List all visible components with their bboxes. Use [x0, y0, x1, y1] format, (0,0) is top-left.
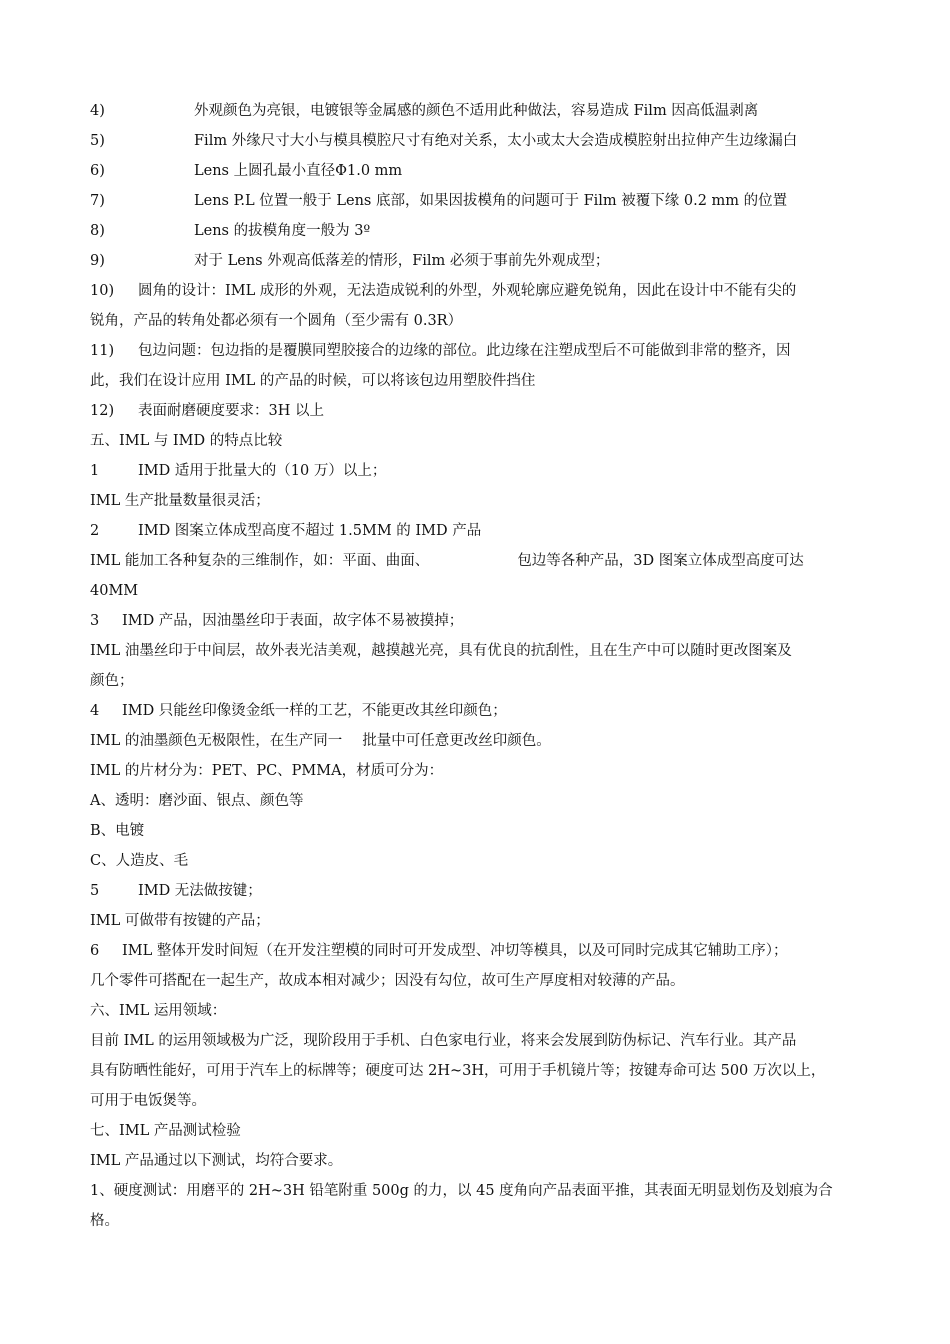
- comparison-item-2: [90, 516, 860, 546]
- text-segment: IML 的油墨颜色无极限性，在生产同一: [90, 733, 343, 749]
- list-number: 4: [90, 703, 100, 719]
- list-item-6: [90, 156, 860, 186]
- list-text: IML 整体开发时间短（在开发注塑模的同时可开发成型、冲切等模具，以及可同时完成其它辅助工序）；: [122, 943, 788, 959]
- list-text: 对于 Lens 外观高低落差的情形，Film 必须于事前先外观成型；: [194, 253, 610, 269]
- paragraph-line: IML 可做带有按键的产品；: [90, 913, 270, 929]
- paragraph-line: IML 油墨丝印于中间层，故外表光洁美观，越摸越光亮，具有优良的抗刮性，且在生产中可以随时更改图案及: [90, 643, 792, 659]
- list-number: 2: [90, 523, 100, 539]
- list-text: IMD 图案立体成型高度不超过 1.5MM 的 IMD 产品: [138, 523, 482, 539]
- list-number: 6): [90, 163, 105, 179]
- list-text: 包边问题：包边指的是覆膜同塑胶接合的边缘的部位。此边缘在注塑成型后不可能做到非常的整齐，因: [138, 343, 791, 359]
- text-segment: 包边等各种产品，3D 图案立体成型高度可达: [517, 553, 804, 569]
- paragraph-line: 目前 IML 的运用领域极为广泛，现阶段用于手机、白色家电行业，将来会发展到防伪标记、汽车行业。其产品: [90, 1033, 797, 1049]
- list-number: 5: [90, 883, 100, 899]
- list-item-9: [90, 246, 860, 276]
- list-number: 8): [90, 223, 105, 239]
- paragraph-line: 几个零件可搭配在一起生产，故成本相对减少；因没有勾位，故可生产厚度相对较薄的产品。: [90, 973, 685, 989]
- paragraph-line: 锐角，产品的转角处都必须有一个圆角（至少需有 0.3R）: [90, 313, 463, 329]
- section-heading-6: 六、IML 运用领域：: [90, 1003, 227, 1019]
- list-number: 6: [90, 943, 100, 959]
- list-number: 9): [90, 253, 105, 269]
- section-heading-5: 五、IML 与 IMD 的特点比较: [90, 433, 283, 449]
- list-text: IMD 适用于批量大的（10 万）以上；: [138, 463, 387, 479]
- list-number: 3: [90, 613, 100, 629]
- paragraph-line: [90, 546, 860, 576]
- material-item-b: B、电镀: [90, 823, 145, 839]
- list-text: IMD 无法做按键；: [138, 883, 262, 899]
- text-segment: IML 能加工各种复杂的三维制作，如：平面、曲面、: [90, 553, 430, 569]
- comparison-item-6: [90, 936, 860, 966]
- list-number: 12): [90, 403, 115, 419]
- list-item-7: [90, 186, 860, 216]
- material-item-c: C、人造皮、毛: [90, 853, 189, 869]
- list-text: IMD 只能丝印像烫金纸一样的工艺，不能更改其丝印颜色；: [122, 703, 507, 719]
- test-item-1: 1、硬度测试：用磨平的 2H~3H 铅笔附重 500g 的力，以 45 度角向产品表面平推，其表面无明显划伤及划痕为合: [90, 1183, 833, 1199]
- list-text: 外观颜色为亮银，电镀银等金属感的颜色不适用此种做法，容易造成 Film 因高低温剥离: [194, 103, 759, 119]
- list-item-11: [90, 336, 860, 366]
- list-item-4: [90, 96, 860, 126]
- list-item-10: [90, 276, 860, 306]
- paragraph-line: 具有防晒性能好，可用于汽车上的标牌等；硬度可达 2H~3H，可用于手机镜片等；按键寿命可达 500 万次以上，: [90, 1063, 826, 1079]
- paragraph-line: 40MM: [90, 583, 139, 599]
- paragraph-line: 格。: [90, 1213, 119, 1229]
- list-text: IMD 产品，因油墨丝印于表面，故字体不易被摸掉；: [122, 613, 464, 629]
- list-text: 圆角的设计：IML 成形的外观，无法造成锐利的外型，外观轮廓应避免锐角，因此在设计中不能有尖的: [138, 283, 797, 299]
- paragraph-line: IML 的片材分为：PET、PC、PMMA，材质可分为：: [90, 763, 444, 779]
- paragraph-line: [90, 726, 860, 756]
- list-number: 4): [90, 103, 105, 119]
- comparison-item-5: [90, 876, 860, 906]
- list-text: 表面耐磨硬度要求：3H 以上: [138, 403, 324, 419]
- list-number: 1: [90, 463, 100, 479]
- list-number: 11): [90, 343, 115, 359]
- list-number: 7): [90, 193, 105, 209]
- text-segment: 批量中可任意更改丝印颜色。: [362, 733, 551, 749]
- paragraph-line: 此，我们在设计应用 IML 的产品的时候，可以将该包边用塑胶件挡住: [90, 373, 536, 389]
- comparison-item-1: [90, 456, 860, 486]
- paragraph-line: IML 产品通过以下测试，均符合要求。: [90, 1153, 343, 1169]
- paragraph-line: 颜色；: [90, 673, 134, 689]
- list-text: Film 外缘尺寸大小与模具模腔尺寸有绝对关系，太小或太大会造成模腔射出拉伸产生边缘漏白: [194, 133, 798, 149]
- comparison-item-3: [90, 606, 860, 636]
- list-text: Lens 上圆孔最小直径Φ1.0 mm: [194, 163, 403, 179]
- list-item-12: [90, 396, 860, 426]
- paragraph-line: IML 生产批量数量很灵活；: [90, 493, 270, 509]
- list-item-5: [90, 126, 860, 156]
- list-number: 10): [90, 283, 115, 299]
- section-heading-7: 七、IML 产品测试检验: [90, 1123, 241, 1139]
- list-text: Lens 的拔模角度一般为 3º: [194, 223, 371, 239]
- list-number: 5): [90, 133, 105, 149]
- list-item-8: [90, 216, 860, 246]
- list-text: Lens P.L 位置一般于 Lens 底部，如果因拔模角的问题可于 Film 被覆下缘 0.2 mm 的位置: [194, 193, 788, 209]
- paragraph-line: 可用于电饭煲等。: [90, 1093, 206, 1109]
- material-item-a: A、透明：磨沙面、银点、颜色等: [90, 793, 304, 809]
- comparison-item-4: [90, 696, 860, 726]
